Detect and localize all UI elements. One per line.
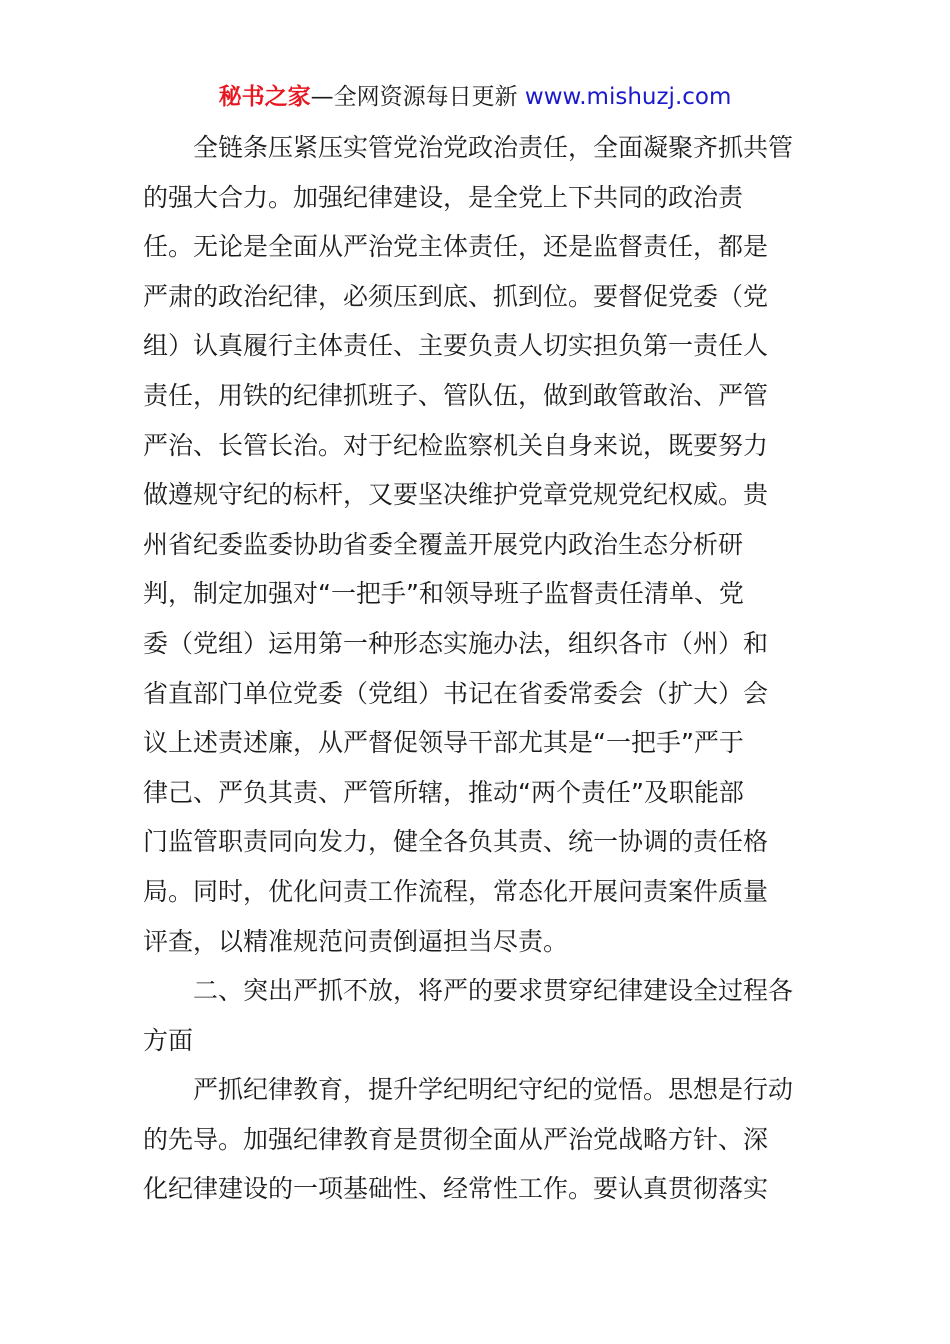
brand-name: 秘书之家 <box>218 84 311 110</box>
text-line: 的强大合力。加强纪律建设，是全党上下共同的政治责 <box>143 182 744 212</box>
text-line: 议上述责述廉，从严督促领导干部尤其是“一把手”严于 <box>143 728 744 758</box>
text-line: 判，制定加强对“一把手”和领导班子监督责任清单、党 <box>143 579 744 609</box>
text-line: 委（党组）运用第一种形态实施办法，组织各市（州）和 <box>143 628 769 658</box>
text-line: 做遵规守纪的标杆，又要坚决维护党章党规党纪权威。贵 <box>143 480 769 510</box>
text-line: 省直部门单位党委（党组）书记在省委常委会（扩大）会 <box>143 678 769 708</box>
text-line: 严抓纪律教育，提升学纪明纪守纪的觉悟。思想是行动 <box>143 1075 794 1105</box>
text-line: 组）认真履行主体责任、主要负责人切实担负第一责任人 <box>143 331 769 361</box>
site-url-link[interactable]: www.mishuzj.com <box>524 84 732 110</box>
text-line: 方面 <box>143 1025 194 1055</box>
text-line: 严治、长管长治。对于纪检监察机关自身来说，既要努力 <box>143 430 769 460</box>
text-line: 局。同时，优化问责工作流程，常态化开展问责案件质量 <box>143 876 769 906</box>
text-line: 二、突出严抓不放，将严的要求贯穿纪律建设全过程各 <box>143 976 794 1006</box>
text-line: 律己、严负其责、严管所辖，推动“两个责任”及职能部 <box>143 777 744 807</box>
text-line: 严肃的政治纪律，必须压到底、抓到位。要督促党委（党 <box>143 281 769 311</box>
text-line: 的先导。加强纪律教育是贯彻全面从严治党战略方针、深 <box>143 1124 769 1154</box>
text-line: 评查，以精准规范问责倒逼担当尽责。 <box>143 926 569 956</box>
text-line: 全链条压紧压实管党治党政治责任，全面凝聚齐抓共管 <box>143 133 794 162</box>
text-line: 州省纪委监委协助省委全覆盖开展党内政治生态分析研 <box>143 529 744 559</box>
header-tagline: —全网资源每日更新 <box>310 84 525 110</box>
page-header <box>0 80 950 114</box>
text-line: 化纪律建设的一项基础性、经常性工作。要认真贯彻落实 <box>143 1174 769 1204</box>
document-body <box>143 123 813 1214</box>
text-line: 门监管职责同向发力，健全各负其责、统一协调的责任格 <box>143 827 769 857</box>
text-line: 任。无论是全面从严治党主体责任，还是监督责任，都是 <box>143 232 769 262</box>
text-line: 责任，用铁的纪律抓班子、管队伍，做到敢管敢治、严管 <box>143 380 769 410</box>
